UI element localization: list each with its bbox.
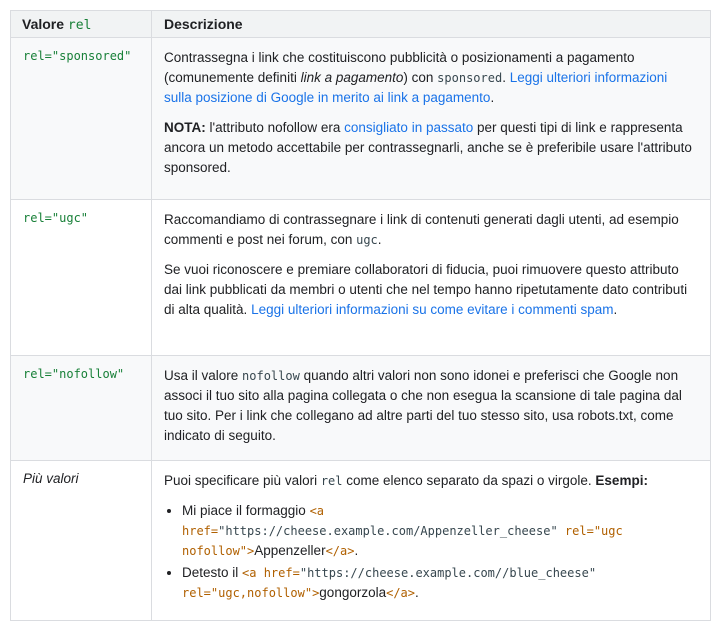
row-key: rel="ugc" xyxy=(11,200,152,356)
column-header-description: Descrizione xyxy=(152,11,711,38)
header-code: rel xyxy=(67,18,92,33)
list-item: • Mi piace il formaggio <a href="https://cheese.example.com/Appenzeller_cheese" rel="ugc nofollow">Appenzeller</a>. xyxy=(182,501,698,561)
rel-values-table xyxy=(10,10,711,621)
row-key: Più valori xyxy=(11,461,152,621)
table-header-row xyxy=(11,11,711,38)
table-row-ugc xyxy=(11,200,711,356)
paid-links-info-link[interactable]: Leggi ulteriori informazioni sulla posizione di Google in merito ai link a pagamento xyxy=(164,70,668,105)
comment-spam-info-link[interactable]: Leggi ulteriori informazioni su come evitare i commenti spam xyxy=(251,302,614,317)
list-item: • Detesto il <a href="https://cheese.example.com//blue_cheese" rel="ugc,nofollow">gongorzola</a>. xyxy=(182,563,698,603)
table-row-sponsored xyxy=(11,38,711,200)
description-paragraph: Puoi specificare più valori rel come elenco separato da spazi o virgole. Esempi: xyxy=(164,473,648,488)
description-paragraph: Raccomandiamo di contrassegnare i link di contenuti generati dagli utenti, ad esempio commenti e post nei forum, con ugc. xyxy=(164,212,679,247)
row-description xyxy=(152,356,711,461)
description-paragraph: Se vuoi riconoscere e premiare collaboratori di fiducia, puoi rimuovere questo attributo dai link pubblicati da membri o utenti che nel tempo hanno ripetutamente dato contributi di alta qualità. Leggi ulteriori informazioni su come evitare i commenti spam. xyxy=(164,262,688,317)
inline-code: ugc xyxy=(356,233,378,247)
row-key: rel="sponsored" xyxy=(11,38,152,200)
inline-code: sponsored xyxy=(437,71,503,85)
previously-recommended-link[interactable]: consigliato in passato xyxy=(344,120,474,135)
inline-code: rel xyxy=(320,474,343,488)
table-row-multiple-values xyxy=(11,461,711,621)
examples-list xyxy=(164,501,698,603)
table-row-nofollow xyxy=(11,356,711,461)
row-description xyxy=(152,38,711,200)
description-paragraph: Usa il valore nofollow quando altri valori non sono idonei e preferisci che Google non associ il tuo sito alla pagina collegata o che non esegua la scansione di tale pagina dal tuo sito. Per i link che collegano ad altre parti del tuo stesso sito, usa robots.txt, come indicato di seguito. xyxy=(164,368,682,443)
description-paragraph: Contrassegna i link che costituiscono pubblicità o posizionamenti a pagamento (comunemente definiti link a pagamento) con sponsored. Leggi ulteriori informazioni sulla posizione di Google in merito ai link a pagamento. xyxy=(164,50,668,105)
inline-code: nofollow xyxy=(242,369,300,383)
column-header-value: Valore rel xyxy=(11,11,152,38)
row-description xyxy=(152,461,711,621)
row-description xyxy=(152,200,711,356)
row-key: rel="nofollow" xyxy=(11,356,152,461)
note-paragraph: NOTA: l'attributo nofollow era consigliato in passato per questi tipi di link e rappresenta ancora un metodo accettabile per contrassegnarli, anche se è preferibile usare l'attributo sponsored. xyxy=(164,120,692,175)
